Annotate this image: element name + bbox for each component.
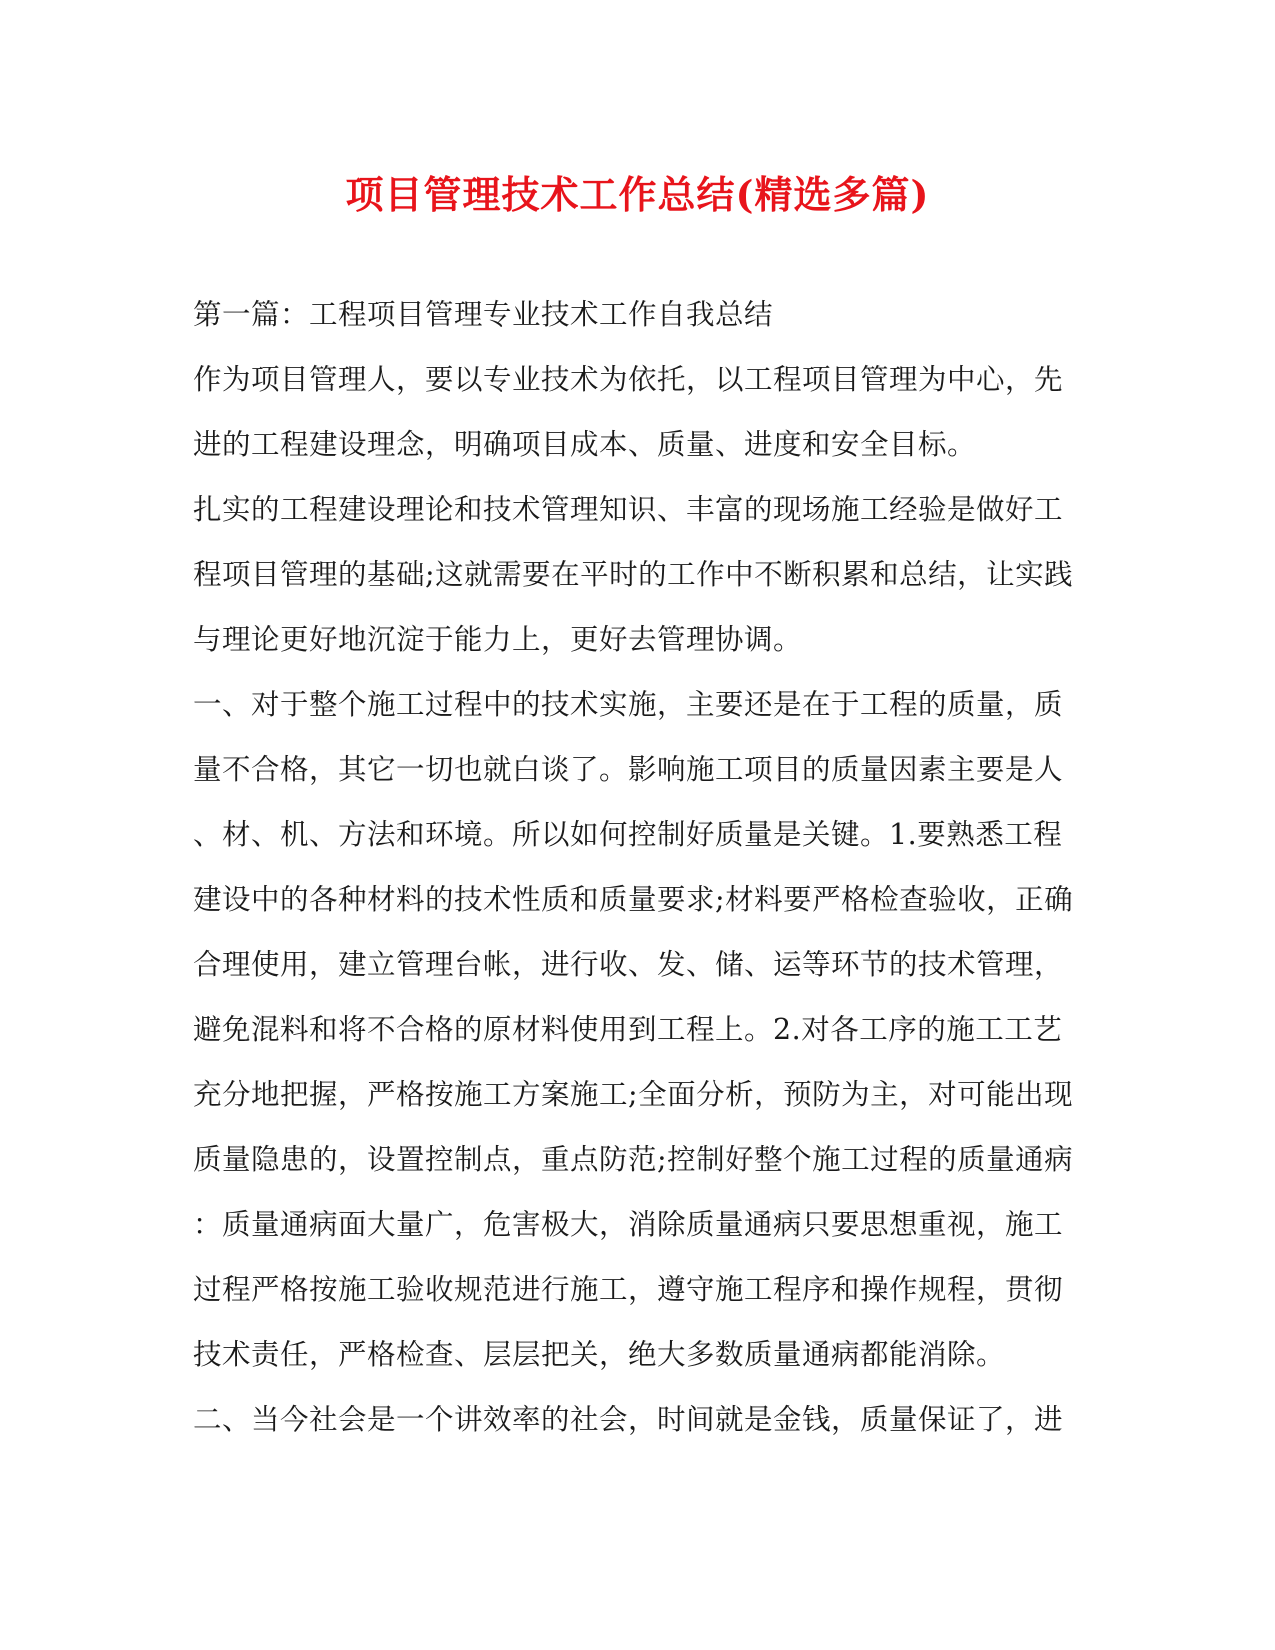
text-line: 过程严格按施工验收规范进行施工，遵守施工程序和操作规程，贯彻 [193,1273,1064,1306]
text-line: 合理使用，建立管理台帐，进行收、发、储、运等环节的技术管理， [193,948,1064,981]
text-line: 第一篇：工程项目管理专业技术工作自我总结 [193,298,774,331]
text-line: 技术责任，严格检查、层层把关，绝大多数质量通病都能消除。 [193,1338,1006,1371]
text-line: ：质量通病面大量广，危害极大，消除质量通病只要思想重视，施工 [193,1208,1064,1241]
text-line: 量不合格，其它一切也就白谈了。影响施工项目的质量因素主要是人 [193,753,1064,786]
text-line: 质量隐患的，设置控制点，重点防范;控制好整个施工过程的质量通病 [193,1143,1074,1176]
document-title: 项目管理技术工作总结(精选多篇) [345,172,930,217]
text-line: 、材、机、方法和环境。所以如何控制好质量是关键。1.要熟悉工程 [193,818,1063,851]
text-line: 与理论更好地沉淀于能力上，更好去管理协调。 [193,623,803,656]
text-line: 一、对于整个施工过程中的技术实施，主要还是在于工程的质量，质 [193,688,1064,721]
text-line: 作为项目管理人，要以专业技术为依托，以工程项目管理为中心，先 [193,363,1064,396]
text-line: 扎实的工程建设理论和技术管理知识、丰富的现场施工经验是做好工 [193,493,1064,526]
text-line: 程项目管理的基础;这就需要在平时的工作中不断积累和总结，让实践 [193,558,1074,591]
document-body [193,282,1083,1452]
text-line: 充分地把握，严格按施工方案施工;全面分析，预防为主，对可能出现 [193,1078,1074,1111]
text-line: 二、当今社会是一个讲效率的社会，时间就是金钱，质量保证了，进 [193,1403,1064,1436]
text-line: 建设中的各种材料的技术性质和质量要求;材料要严格检查验收，正确 [193,883,1074,916]
text-line: 避免混料和将不合格的原材料使用到工程上。2.对各工序的施工工艺 [193,1013,1063,1046]
text-line: 进的工程建设理念，明确项目成本、质量、进度和安全目标。 [193,428,977,461]
